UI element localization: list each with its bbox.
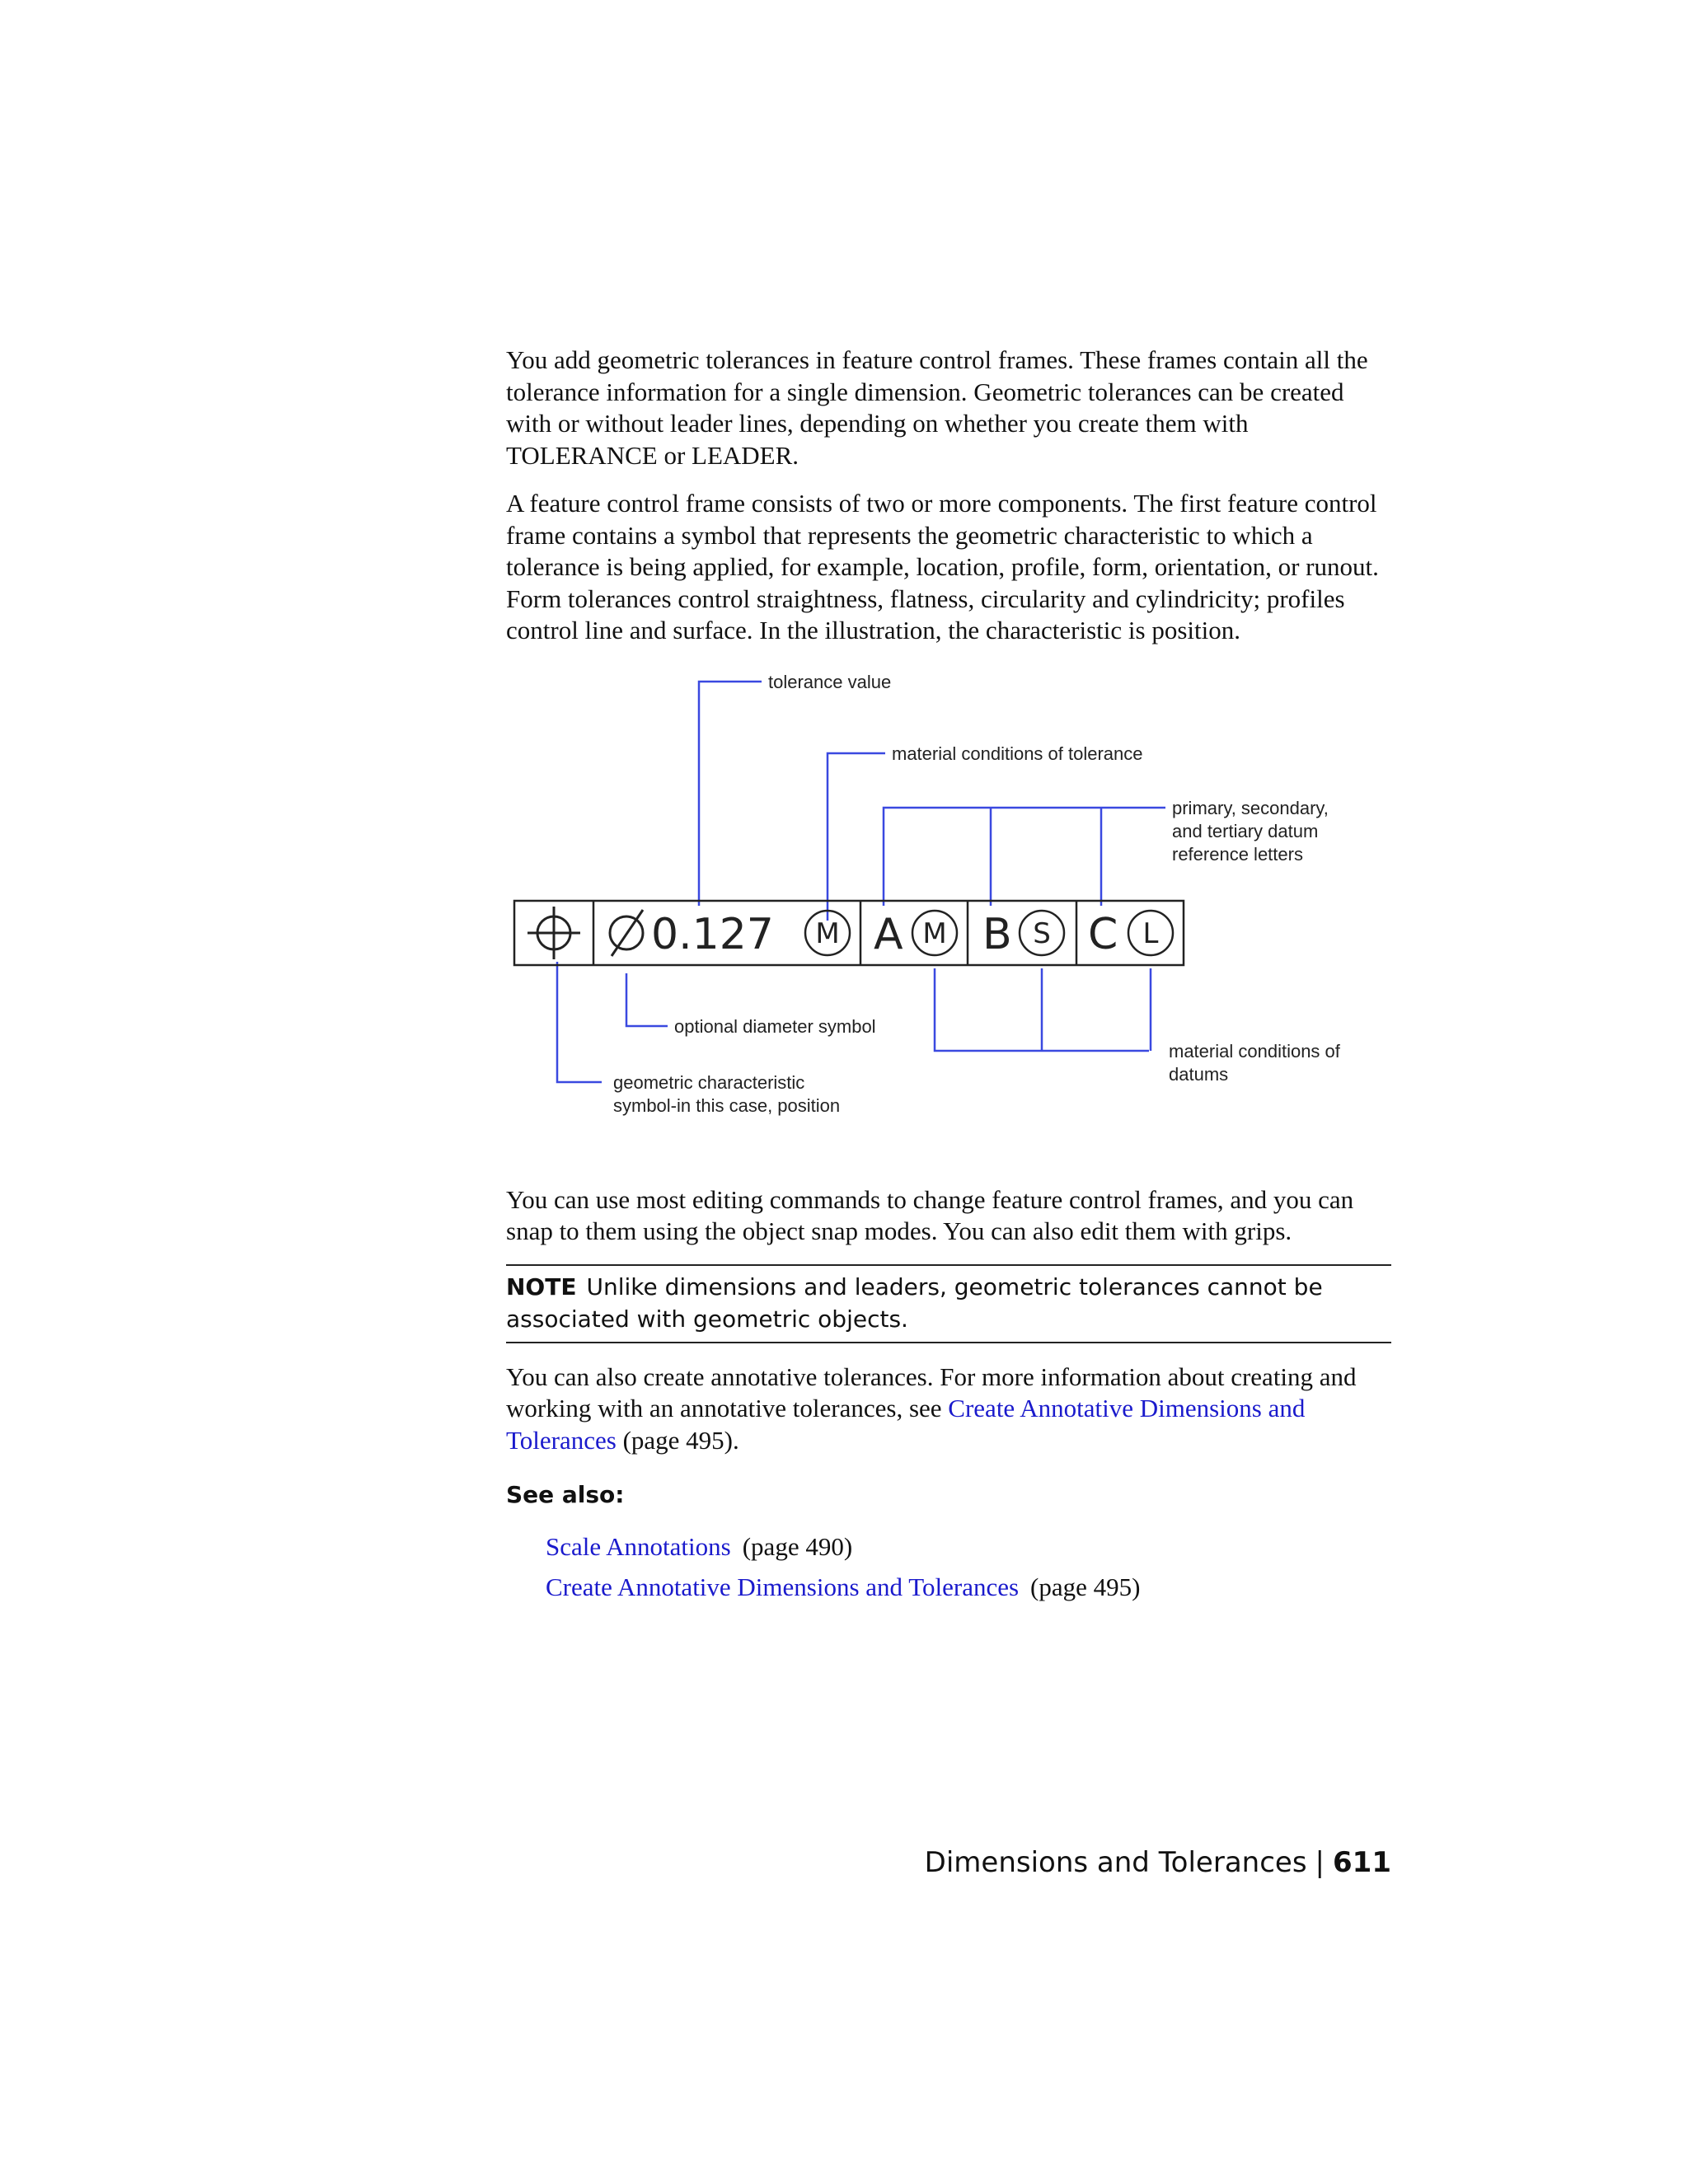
footer-section-title: Dimensions and Tolerances: [924, 1846, 1307, 1879]
label-material-conditions-datums-2: datums: [1169, 1063, 1229, 1085]
link-create-annotative-dimensions[interactable]: Create Annotative Dimensions and Tolerances: [506, 1394, 1306, 1455]
modifier-m-tolerance-text: M: [815, 916, 840, 950]
modifier-s-datum-text: S: [1033, 916, 1051, 950]
datum-b-text: B: [982, 909, 1012, 959]
paragraph-annotative: [506, 1361, 1391, 1457]
label-optional-diameter: optional diameter symbol: [674, 1015, 876, 1037]
diameter-symbol-icon: [610, 910, 643, 956]
leader-geometric-characteristic: [557, 962, 602, 1082]
leader-datum-refs: [884, 808, 1165, 906]
note-text: Unlike dimensions and leaders, geometric tolerances cannot be associated with geometric objects.: [506, 1272, 1323, 1333]
datum-a-text: A: [874, 909, 903, 959]
note-tag: NOTE: [506, 1272, 577, 1301]
feature-control-frame-diagram: [506, 663, 1391, 1174]
label-geometric-char-2: symbol-in this case, position: [613, 1094, 841, 1116]
leader-optional-diameter: [626, 973, 668, 1026]
paragraph-annotative-suffix: (page 495).: [616, 1425, 739, 1455]
paragraph-feature-control-frame: A feature control frame consists of two or more components. The first feature control frame contains a symbol that represents the geometric characteristic to which a tolerance is being applied, for example, location, profile, form, orientation, or runout. Form tolerances control straightness, flatness, circularity and cylindricity; profiles control line and surface. In the illustration, the characteristic is position.: [506, 489, 1379, 644]
page-number: 611: [1333, 1846, 1391, 1879]
label-datum-refs-3: reference letters: [1172, 843, 1303, 865]
label-material-conditions-datums-1: material conditions of: [1169, 1040, 1340, 1062]
label-datum-refs-2: and tertiary datum: [1172, 820, 1319, 841]
page-footer: [925, 1846, 1391, 1879]
label-geometric-char-1: geometric characteristic: [613, 1071, 805, 1093]
see-also-item: [546, 1567, 1391, 1607]
leader-tolerance-value: [699, 682, 762, 906]
see-also-page: (page 490): [742, 1532, 853, 1561]
paragraph-annotative-prefix: You can also create annotative tolerances. For more information about creating and working with an annotative tolerances, see: [506, 1361, 1357, 1422]
modifier-l-datum-text: L: [1142, 916, 1159, 950]
see-also-heading: See also:: [506, 1481, 625, 1508]
footer-separator: |: [1315, 1846, 1325, 1879]
modifier-m-datum-text: M: [922, 916, 947, 950]
note-box: [506, 1264, 1391, 1343]
feature-control-frame-figure: [506, 663, 1391, 1174]
label-material-conditions-tolerance: material conditions of tolerance: [892, 743, 1143, 764]
see-also-item: [546, 1526, 1391, 1567]
datum-c-text: C: [1088, 909, 1118, 959]
see-also-list: [546, 1526, 1391, 1607]
see-also-page: (page 495): [1030, 1572, 1141, 1601]
paragraph-intro: You add geometric tolerances in feature control frames. These frames contain all the tolerance information for a single dimension. Geometric tolerances can be created with or without leader lines, depending on whether you create them with TOLERANCE or LEADER.: [506, 345, 1368, 470]
link-create-annotative-dimensions-tolerances[interactable]: Create Annotative Dimensions and Tolerances: [546, 1572, 1020, 1601]
label-tolerance-value: tolerance value: [768, 671, 892, 692]
link-scale-annotations[interactable]: Scale Annotations: [546, 1532, 731, 1561]
page-content: [506, 344, 1391, 1607]
tolerance-value-text: 0.127: [651, 909, 774, 959]
paragraph-editing: You can use most editing commands to change feature control frames, and you can snap to them using the object snap modes. You can also edit them with grips.: [506, 1184, 1354, 1245]
leader-material-conditions-tolerance: [828, 753, 885, 921]
label-datum-refs-1: primary, secondary,: [1172, 797, 1329, 818]
position-symbol-icon: [528, 907, 580, 959]
